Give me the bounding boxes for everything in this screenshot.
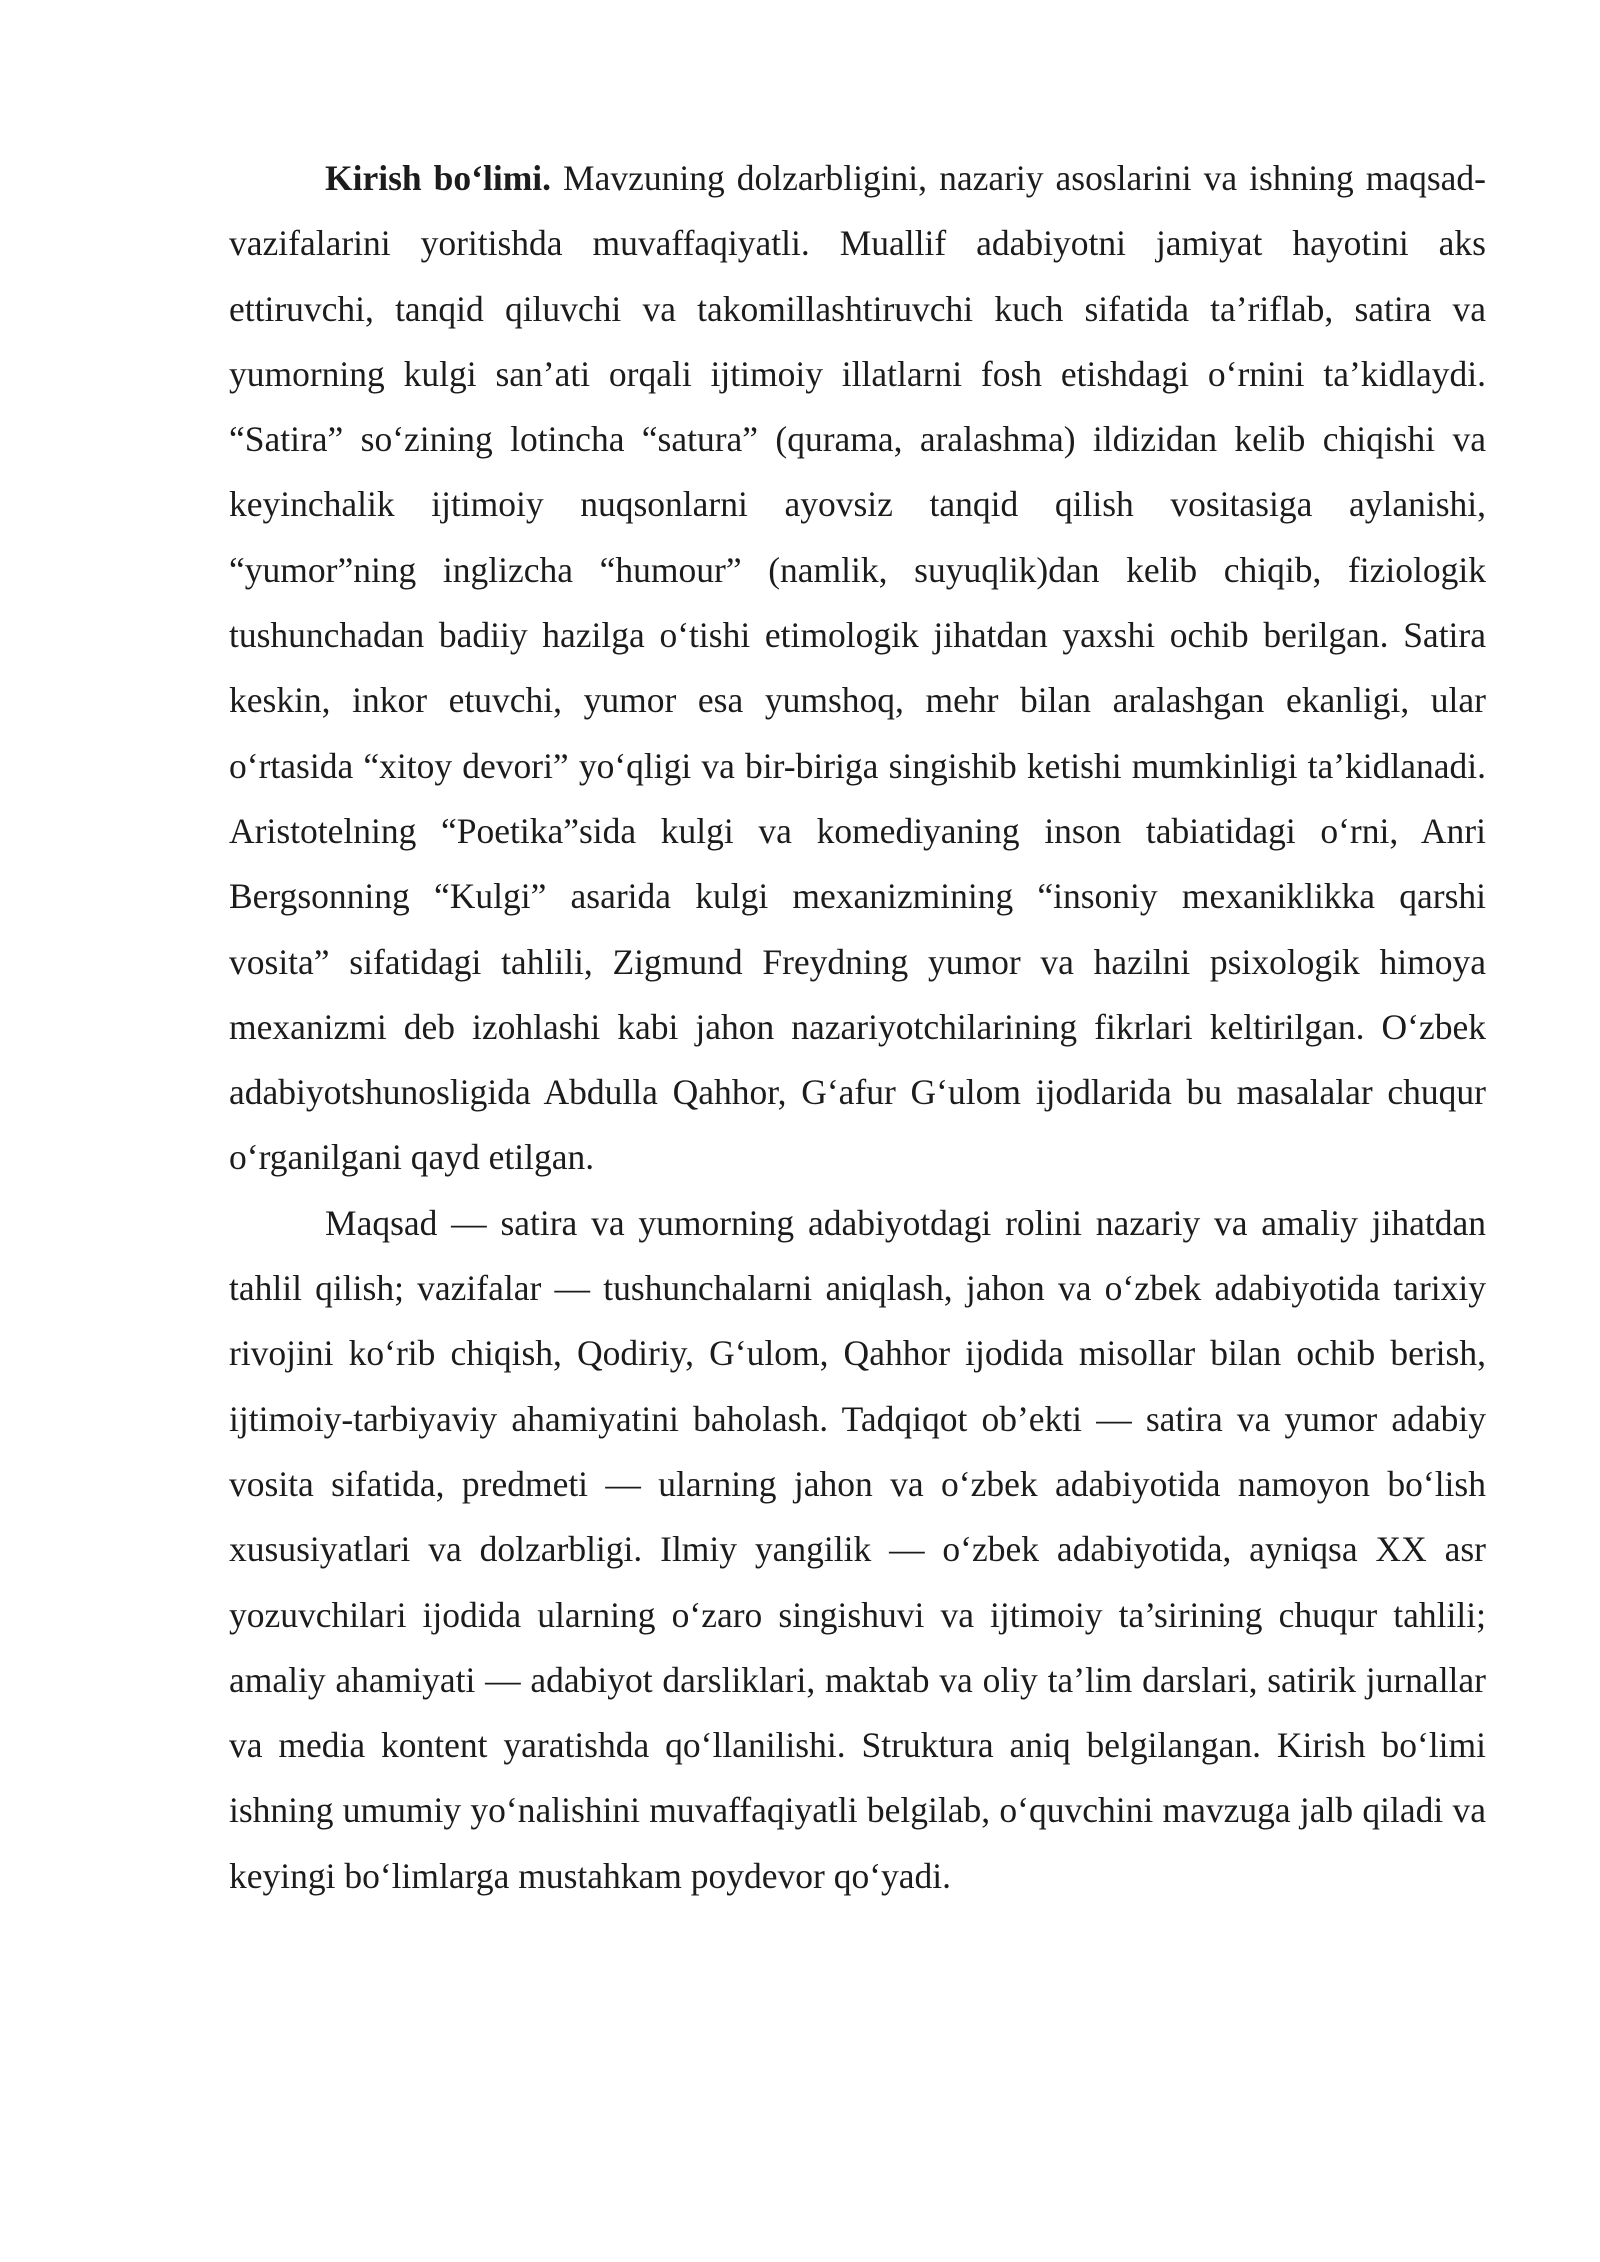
- document-body: [229, 146, 1486, 1909]
- paragraph-text: Mavzuning dolzarbligini, nazariy asoslarini va ishning maqsad-vazifalarini yoritishda muvaffaqiyatli. Muallif adabiyotni jamiyat hayotini aks ettiruvchi, tanqid qiluvchi va takomillashtiruvchi kuch sifatida ta’riflab, satira va yumorning kulgi san’ati orqali ijtimoiy illatlarni fosh etishdagi o‘rnini ta’kidlaydi. “Satira” so‘zining lotincha “satura” (qurama, aralashma) ildizidan kelib chiqishi va keyinchalik ijtimoiy nuqsonlarni ayovsiz tanqid qilish vositasiga aylanishi, “yumor”ning inglizcha “humour” (namlik, suyuqlik)dan kelib chiqib, fiziologik tushunchadan badiiy hazilga o‘tishi etimologik jihatdan yaxshi ochib berilgan. Satira keskin, inkor etuvchi, yumor esa yumshoq, mehr bilan aralashgan ekanligi, ular o‘rtasida “xitoy devori” yo‘qligi va bir-biriga singishib ketishi mumkinligi ta’kidlanadi. Aristotelning “Poetika”sida kulgi va komediyaning inson tabiatidagi o‘rni, Anri Bergsonning “Kulgi” asarida kulgi mexanizmining “insoniy mexaniklikka qarshi vosita” sifatidagi tahlili, Zigmund Freydning yumor va hazilni psixologik himoya mexanizmi deb izohlashi kabi jahon nazariyotchilarining fikrlari keltirilgan. O‘zbek adabiyotshunosligida Abdulla Qahhor, G‘afur G‘ulom ijodlarida bu masalalar chuqur o‘rganilgani qayd etilgan.: [229, 158, 1486, 1178]
- paragraph-goals: [229, 1191, 1486, 1909]
- section-heading: Kirish bo‘limi.: [325, 158, 552, 198]
- paragraph-introduction: [229, 146, 1486, 1191]
- paragraph-text: Maqsad — satira va yumorning adabiyotdagi rolini nazariy va amaliy jihatdan tahlil qilish; vazifalar — tushunchalarni aniqlash, jahon va o‘zbek adabiyotida tarixiy rivojini ko‘rib chiqish, Qodiriy, G‘ulom, Qahhor ijodida misollar bilan ochib berish, ijtimoiy-tarbiyaviy ahamiyatini baholash. Tadqiqot ob’ekti — satira va yumor adabiy vosita sifatida, predmeti — ularning jahon va o‘zbek adabiyotida namoyon bo‘lish xususiyatlari va dolzarbligi. Ilmiy yangilik — o‘zbek adabiyotida, ayniqsa XX asr yozuvchilari ijodida ularning o‘zaro singishuvi va ijtimoiy ta’sirining chuqur tahlili; amaliy ahamiyati — adabiyot darsliklari, maktab va oliy ta’lim darslari, satirik jurnallar va media kontent yaratishda qo‘llanilishi. Struktura aniq belgilangan. Kirish bo‘limi ishning umumiy yo‘nalishini muvaffaqiyatli belgilab, o‘quvchini mavzuga jalb qiladi va keyingi bo‘limlarga mustahkam poydevor qo‘yadi.: [229, 1202, 1486, 1896]
